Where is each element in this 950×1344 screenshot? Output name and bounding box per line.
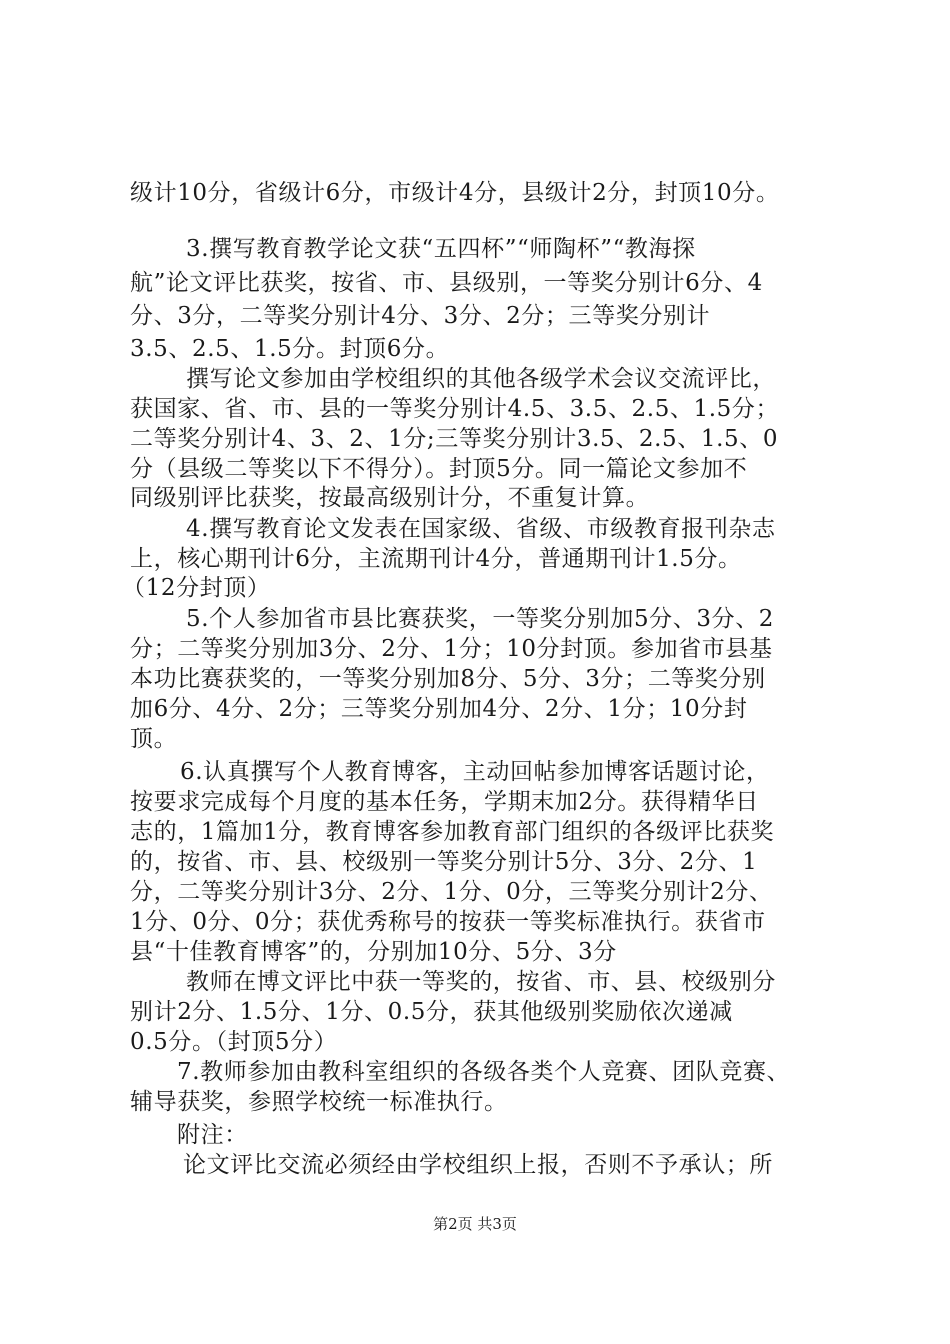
text-line: 撰写论文参加由学校组织的其他各级学术会议交流评比， — [186, 366, 776, 392]
text-line: 县“十佳教育博客”的，分别加10分、5分、3分 — [130, 939, 617, 965]
text-line: 航”论文评比获奖，按省、市、县级别，一等奖分别计6分、4 — [130, 270, 763, 296]
text-line: 1分、0分、0分；获优秀称号的按获一等奖标准执行。获省市 — [130, 909, 766, 935]
text-line: 3.5、2.5、1.5分。封顶6分。 — [130, 336, 450, 362]
text-line: 教师在博文评比中获一等奖的，按省、市、县、校级别分 — [186, 969, 776, 995]
text-line: 加6分、4分、2分；三等奖分别加4分、2分、1分；10分封 — [130, 696, 748, 722]
text-line: 5.个人参加省市县比赛获奖，一等奖分别加5分、3分、2 — [186, 606, 775, 632]
text-line: 附注： — [177, 1122, 248, 1148]
text-line: 同级别评比获奖，按最高级别计分，不重复计算。 — [130, 485, 650, 511]
text-line: 二等奖分别计4、3、2、1分;三等奖分别计3.5、2.5、1.5、0 — [130, 426, 779, 452]
text-line: 按要求完成每个月度的基本任务，学期末加2分。获得精华日 — [130, 789, 759, 815]
text-line: 上，核心期刊计6分，主流期刊计4分，普通期刊计1.5分。 — [130, 546, 742, 572]
text-line: （12分封顶） — [122, 575, 271, 601]
text-line: 分；二等奖分别加3分、2分、1分；10分封顶。参加省市县基 — [130, 636, 773, 662]
page-number-footer: 第2页 共3页 — [433, 1215, 517, 1233]
text-line: 级计10分，省级计6分，市级计4分，县级计2分，封顶10分。 — [130, 180, 780, 206]
text-line: 0.5分。（封顶5分） — [130, 1029, 338, 1055]
text-line: 6.认真撰写个人教育博客，主动回帖参加博客话题讨论， — [180, 759, 770, 785]
text-line: 辅导获奖，参照学校统一标准执行。 — [130, 1089, 508, 1115]
text-line: 7.教师参加由教科室组织的各级各类个人竞赛、团队竞赛、 — [177, 1059, 791, 1085]
text-line: 本功比赛获奖的，一等奖分别加8分、5分、3分；二等奖分别 — [130, 666, 766, 692]
text-line: 分，二等奖分别计3分、2分、1分、0分，三等奖分别计2分、 — [130, 879, 773, 905]
text-line: 顶。 — [130, 726, 178, 752]
text-line: 的，按省、市、县、校级别一等奖分别计5分、3分、2分、1 — [130, 849, 758, 875]
text-line: 志的，1篇加1分，教育博客参加教育部门组织的各级评比获奖 — [130, 819, 775, 845]
text-line: 别计2分、1.5分、1分、0.5分，获其他级别奖励依次递减 — [130, 999, 733, 1025]
text-line: 4.撰写教育论文发表在国家级、省级、市级教育报刊杂志 — [186, 516, 776, 542]
text-line: 获国家、省、市、县的一等奖分别计4.5、3.5、2.5、1.5分； — [130, 396, 780, 422]
text-line: 3.撰写教育教学论文获“五四杯”“师陶杯”“教海探 — [186, 236, 696, 262]
text-line: 论文评比交流必须经由学校组织上报，否则不予承认；所 — [183, 1152, 773, 1178]
text-line: 分（县级二等奖以下不得分）。封顶5分。同一篇论文参加不 — [130, 456, 748, 482]
text-line: 分、3分，二等奖分别计4分、3分、2分；三等奖分别计 — [130, 303, 711, 329]
